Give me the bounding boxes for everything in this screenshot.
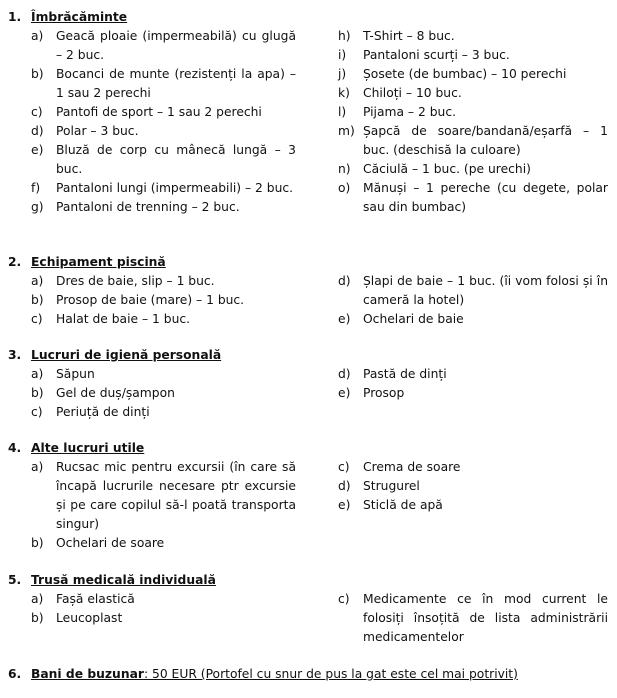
section-number: 1. [8, 10, 22, 24]
list-item-marker: b) [31, 293, 44, 307]
list-item [31, 198, 296, 217]
list-item-marker: c) [31, 405, 43, 419]
list-item-marker: a) [31, 367, 44, 381]
list-item-text: Ochelari de baie [363, 312, 464, 326]
list-item-marker: h) [338, 29, 351, 43]
list-item-text: Pantaloni de trenning – 2 buc. [56, 200, 240, 214]
list-item [31, 590, 296, 609]
list-item-text: Șapcă de soare/bandană/eșarfă – 1 buc. (deschisă la culoare) [363, 124, 608, 157]
list-item-marker: d) [338, 479, 351, 493]
list-item-text: Halat de baie – 1 buc. [56, 312, 191, 326]
section-number: 3. [8, 348, 22, 362]
list-item-text: Dres de baie, slip – 1 buc. [56, 274, 215, 288]
right-column [338, 27, 608, 217]
list-item-marker: k) [338, 86, 350, 100]
list-item-text: T-Shirt – 8 buc. [363, 29, 455, 43]
list-item-marker: b) [31, 67, 44, 81]
list-item-text: Bluză de corp cu mânecă lungă – 3 buc. [56, 143, 296, 176]
list-item-marker: o) [338, 181, 351, 195]
list-item-text: Pantofi de sport – 1 sau 2 perechi [56, 105, 262, 119]
list-item-marker: m) [338, 124, 355, 138]
list-item-marker: e) [338, 498, 351, 512]
section-title-text: Bani de buzunar [31, 667, 144, 681]
list-item-text: Crema de soare [363, 460, 461, 474]
list-item-text: Prosop [363, 386, 405, 400]
list-item-marker: c) [31, 105, 43, 119]
list-item-text: Pijama – 2 buc. [363, 105, 456, 119]
list-item-marker: a) [31, 460, 44, 474]
list-item [31, 384, 296, 403]
list-item-marker: f) [31, 181, 41, 195]
list-item [31, 103, 296, 122]
list-item-text: Bocanci de munte (rezistenți la apa) – 1 sau 2 perechi [56, 67, 296, 100]
list-item [31, 609, 296, 628]
section-title: Echipament piscină [31, 255, 166, 269]
list-item-text: Chiloți – 10 buc. [363, 86, 462, 100]
list-item-marker: b) [31, 386, 44, 400]
left-column [31, 458, 296, 553]
right-column [338, 272, 608, 329]
list-item [338, 179, 608, 217]
list-item-marker: c) [338, 460, 350, 474]
list-item [338, 458, 608, 477]
right-column [338, 365, 608, 403]
section-number: 6. [8, 667, 22, 681]
section-title [31, 665, 518, 684]
list-item [338, 272, 608, 310]
list-item-text: Geacă ploaie (impermeabilă) cu glugă – 2 buc. [56, 29, 296, 62]
list-item-text: Pantaloni lungi (impermeabili) – 2 buc. [56, 181, 294, 195]
section-number: 2. [8, 255, 22, 269]
list-item [31, 534, 296, 553]
list-item [338, 384, 608, 403]
list-item-marker: g) [31, 200, 44, 214]
list-item-marker: i) [338, 48, 347, 62]
list-item-text: Leucoplast [56, 611, 123, 625]
list-item-marker: n) [338, 162, 351, 176]
list-item-text: Strugurel [363, 479, 420, 493]
list-item-marker: a) [31, 274, 44, 288]
list-item [338, 84, 608, 103]
list-item-text: Medicamente ce în mod current le folosiți însoțită de lista administrării medicamentelor [363, 592, 608, 644]
section-title: Trusă medicală individuală [31, 573, 216, 587]
list-item [31, 141, 296, 179]
list-item-text: Ochelari de soare [56, 536, 165, 550]
list-item [31, 310, 296, 329]
list-item-text: Șlapi de baie – 1 buc. (îi vom folosi și în cameră la hotel) [363, 274, 608, 307]
list-item [338, 27, 608, 46]
section-number: 4. [8, 441, 22, 455]
list-item-text: Sticlă de apă [363, 498, 443, 512]
list-item-text: Pantaloni scurți – 3 buc. [363, 48, 510, 62]
list-item-marker: a) [31, 29, 44, 43]
list-item-text: Gel de duș/șampon [56, 386, 175, 400]
list-item-marker: e) [338, 386, 351, 400]
list-item [338, 310, 608, 329]
list-item-text: Mănuși – 1 pereche (cu degete, polar sau din bumbac) [363, 181, 608, 214]
section-title: Lucruri de igienă personală [31, 348, 222, 362]
left-column [31, 365, 296, 422]
list-item-text: Periuță de dinți [56, 405, 150, 419]
list-item [338, 103, 608, 122]
list-item-marker: c) [338, 592, 350, 606]
list-item [338, 590, 608, 647]
list-item [31, 27, 296, 65]
left-column [31, 590, 296, 628]
list-item [31, 272, 296, 291]
right-column [338, 458, 608, 515]
left-column [31, 27, 296, 217]
list-item-text: Prosop de baie (mare) – 1 buc. [56, 293, 245, 307]
list-item-text: Săpun [56, 367, 95, 381]
list-item [31, 179, 296, 198]
list-item [338, 477, 608, 496]
list-item-marker: e) [31, 143, 44, 157]
list-item-text: Șosete (de bumbac) – 10 perechi [363, 67, 567, 81]
list-item [338, 122, 608, 160]
list-item-text: Pastă de dinți [363, 367, 447, 381]
list-item [338, 160, 608, 179]
list-item-marker: b) [31, 611, 44, 625]
list-item-marker: a) [31, 592, 44, 606]
list-item [31, 458, 296, 534]
list-item [31, 122, 296, 141]
list-item-text: Rucsac mic pentru excursii (în care să încapă lucrurile necesare ptr excursie și pe care copilul să-l poată transporta singur) [56, 460, 296, 531]
list-item-marker: d) [31, 124, 44, 138]
list-item [31, 65, 296, 103]
list-item-marker: j) [338, 67, 347, 81]
list-item-marker: l) [338, 105, 347, 119]
section-title: Îmbrăcăminte [31, 10, 128, 24]
list-item-marker: d) [338, 274, 351, 288]
list-item-text: Polar – 3 buc. [56, 124, 139, 138]
list-item [338, 46, 608, 65]
list-item [31, 403, 296, 422]
right-column [338, 590, 608, 647]
list-item [338, 65, 608, 84]
list-item-marker: e) [338, 312, 351, 326]
list-item [31, 365, 296, 384]
left-column [31, 272, 296, 329]
section-number: 5. [8, 573, 22, 587]
list-item-marker: c) [31, 312, 43, 326]
pocket-money-details: : 50 EUR (Portofel cu snur de pus la gat este cel mai potrivit) [143, 667, 518, 681]
list-item [31, 291, 296, 310]
list-item-marker: b) [31, 536, 44, 550]
list-item [338, 496, 608, 515]
list-item [338, 365, 608, 384]
list-item-marker: d) [338, 367, 351, 381]
section-title: Alte lucruri utile [31, 441, 145, 455]
list-item-text: Fașă elastică [56, 592, 135, 606]
list-item-text: Căciulă – 1 buc. (pe urechi) [363, 162, 531, 176]
